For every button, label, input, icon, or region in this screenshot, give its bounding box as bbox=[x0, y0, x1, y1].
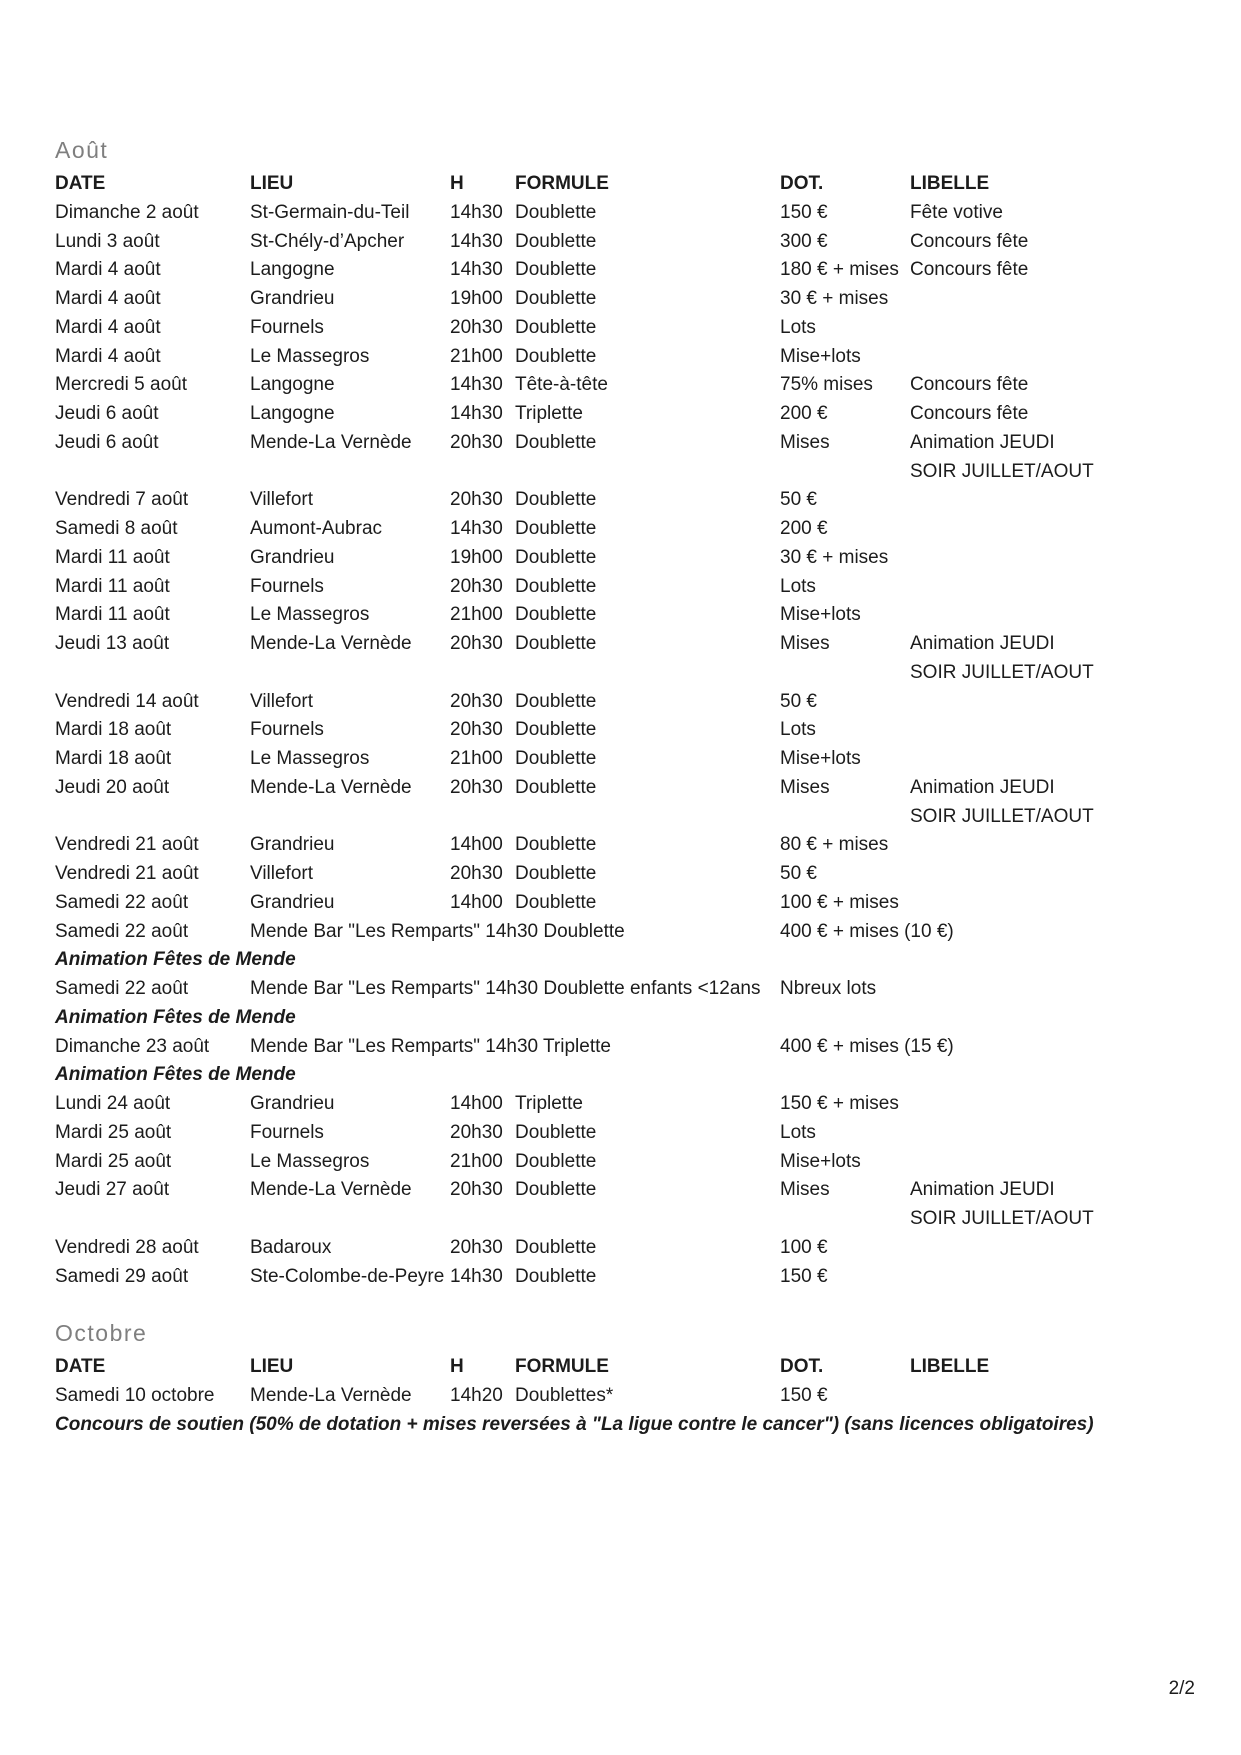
cell-heure bbox=[450, 803, 515, 832]
event-row bbox=[55, 400, 1201, 429]
cell-lieu: Mende-La Vernède bbox=[250, 1179, 412, 1201]
event-row bbox=[55, 1234, 1201, 1263]
cell-libelle bbox=[910, 975, 1201, 1004]
cell-heure: 20h30 bbox=[450, 690, 503, 712]
header-col-heure: H bbox=[450, 173, 464, 194]
cell-date: Jeudi 6 août bbox=[55, 403, 159, 424]
cell-libelle bbox=[910, 1263, 1201, 1292]
header-col-dotation: DOT. bbox=[780, 1356, 824, 1378]
event-row bbox=[55, 1119, 1201, 1148]
cell-date: Mardi 11 août bbox=[55, 604, 170, 626]
cell-dotation: 400 € + mises (15 €) bbox=[780, 1035, 954, 1057]
cell-lieu: Villefort bbox=[250, 863, 314, 884]
event-row bbox=[55, 716, 1201, 745]
cell-lieu: Villefort bbox=[250, 489, 314, 511]
cell-formule: Doublette bbox=[515, 230, 597, 252]
cell-date: Samedi 10 octobre bbox=[55, 1385, 215, 1406]
cell-libelle bbox=[910, 1119, 1201, 1148]
cell-date: Mardi 4 août bbox=[55, 345, 161, 367]
header-col-libelle: LIBELLE bbox=[910, 173, 990, 194]
event-row bbox=[55, 659, 1201, 688]
cell-date: Dimanche 2 août bbox=[55, 201, 199, 223]
cell-heure: 14h30 bbox=[450, 1265, 503, 1287]
event-row bbox=[55, 285, 1201, 314]
cell-formule: Triplette bbox=[515, 403, 583, 424]
cell-formule: Doublette bbox=[515, 345, 597, 367]
cell-lieu: St-Chély-d’Apcher bbox=[250, 230, 405, 252]
cell-heure: 19h00 bbox=[450, 546, 503, 568]
cell-libelle: Animation JEUDI bbox=[910, 1179, 1055, 1201]
event-row bbox=[55, 1176, 1201, 1205]
cell-libelle: Animation JEUDI bbox=[910, 776, 1055, 798]
cell-date: Vendredi 28 août bbox=[55, 1236, 199, 1258]
support-contest-footnote: Concours de soutien (50% de dotation + mises reversées à "La ligue contre le cancer") (sans licences obligatoires) bbox=[55, 1413, 1094, 1435]
events-table-august bbox=[55, 170, 1201, 1291]
cell-libelle bbox=[910, 486, 1201, 515]
cell-date: Jeudi 6 août bbox=[55, 431, 159, 453]
event-row bbox=[55, 371, 1201, 400]
cell-libelle: SOIR JUILLET/AOUT bbox=[910, 805, 1094, 827]
event-row bbox=[55, 544, 1201, 573]
cell-libelle bbox=[910, 1382, 1201, 1411]
cell-heure: 14h30 bbox=[450, 518, 503, 539]
cell-libelle bbox=[910, 1148, 1201, 1177]
cell-formule: Doublette bbox=[515, 719, 597, 741]
event-row bbox=[55, 429, 1201, 458]
annotation-row bbox=[55, 1061, 1201, 1090]
cell-heure: 14h30 bbox=[450, 230, 503, 252]
annotation-text: Animation Fêtes de Mende bbox=[55, 1064, 296, 1086]
cell-lieu: Fournels bbox=[250, 316, 324, 338]
event-row bbox=[55, 228, 1201, 257]
cell-dotation: Mise+lots bbox=[780, 748, 861, 769]
cell-lieu bbox=[250, 458, 450, 487]
cell-dotation: Mises bbox=[780, 633, 830, 654]
cell-date bbox=[55, 458, 250, 487]
event-row bbox=[55, 601, 1201, 630]
cell-formule bbox=[515, 1205, 780, 1234]
cell-lieu: St-Germain-du-Teil bbox=[250, 201, 410, 223]
cell-formule: Doublette bbox=[515, 633, 597, 654]
cell-dotation bbox=[780, 803, 910, 832]
header-col-date: DATE bbox=[55, 173, 106, 194]
cell-libelle: Animation JEUDI bbox=[910, 431, 1055, 453]
cell-formule: Doublettes* bbox=[515, 1385, 614, 1406]
cell-lieu: Fournels bbox=[250, 1121, 324, 1143]
cell-heure: 21h00 bbox=[450, 604, 503, 626]
event-row bbox=[55, 1205, 1201, 1234]
cell-lieu: Le Massegros bbox=[250, 748, 370, 769]
section-title-august: Août bbox=[55, 137, 109, 163]
cell-libelle bbox=[910, 314, 1201, 343]
cell-libelle: Concours fête bbox=[910, 259, 1029, 281]
cell-date: Mardi 25 août bbox=[55, 1150, 172, 1172]
cell-formule: Doublette bbox=[515, 604, 597, 626]
cell-formule bbox=[515, 803, 780, 832]
cell-heure: 20h30 bbox=[450, 776, 503, 798]
event-row bbox=[55, 458, 1201, 487]
event-row bbox=[55, 774, 1201, 803]
cell-heure: 21h00 bbox=[450, 1150, 503, 1172]
cell-lieu: Langogne bbox=[250, 259, 335, 281]
cell-date: Lundi 24 août bbox=[55, 1093, 171, 1114]
cell-dotation: 150 € bbox=[780, 1385, 828, 1406]
event-row bbox=[55, 1263, 1201, 1292]
cell-date: Lundi 3 août bbox=[55, 230, 160, 252]
cell-heure: 20h30 bbox=[450, 1236, 503, 1258]
cell-libelle: Concours fête bbox=[910, 374, 1029, 396]
header-col-formule: FORMULE bbox=[515, 1356, 609, 1378]
cell-formule: Triplette bbox=[515, 1093, 583, 1114]
cell-formule: Tête-à-tête bbox=[515, 374, 608, 396]
cell-lieu: Langogne bbox=[250, 374, 335, 396]
event-row bbox=[55, 803, 1201, 832]
cell-dotation: 150 € + mises bbox=[780, 1093, 899, 1114]
cell-dotation: Mises bbox=[780, 431, 830, 453]
cell-formule bbox=[515, 659, 780, 688]
cell-lieu: Grandrieu bbox=[250, 834, 335, 856]
cell-dotation: 150 € bbox=[780, 1265, 828, 1287]
cell-heure: 20h30 bbox=[450, 316, 503, 338]
cell-lieu: Le Massegros bbox=[250, 345, 370, 367]
cell-date: Dimanche 23 août bbox=[55, 1035, 210, 1057]
cell-heure bbox=[450, 659, 515, 688]
cell-libelle bbox=[910, 1090, 1201, 1119]
event-row bbox=[55, 314, 1201, 343]
cell-dotation bbox=[780, 659, 910, 688]
cell-lieu: Langogne bbox=[250, 403, 335, 424]
header-col-lieu: LIEU bbox=[250, 173, 294, 194]
cell-formule: Doublette bbox=[515, 748, 597, 769]
event-row bbox=[55, 975, 1201, 1004]
cell-dotation: Lots bbox=[780, 719, 816, 741]
cell-formule: Doublette bbox=[515, 891, 597, 913]
cell-libelle bbox=[910, 688, 1201, 717]
cell-dotation bbox=[780, 1205, 910, 1234]
cell-lieu: Mende-La Vernède bbox=[250, 431, 412, 453]
cell-libelle bbox=[910, 515, 1201, 544]
cell-heure bbox=[450, 1205, 515, 1234]
cell-dotation: Mise+lots bbox=[780, 604, 861, 626]
events-table-october bbox=[55, 1353, 1201, 1411]
cell-libelle: SOIR JUILLET/AOUT bbox=[910, 460, 1094, 482]
cell-date: Jeudi 13 août bbox=[55, 633, 170, 654]
cell-dotation: Lots bbox=[780, 1121, 816, 1143]
cell-date: Mardi 25 août bbox=[55, 1121, 172, 1143]
cell-date bbox=[55, 1205, 250, 1234]
event-row bbox=[55, 1148, 1201, 1177]
event-row bbox=[55, 1382, 1201, 1411]
section-title-october: Octobre bbox=[55, 1320, 148, 1347]
cell-lieu: Le Massegros bbox=[250, 604, 370, 626]
header-col-libelle: LIBELLE bbox=[910, 1356, 990, 1378]
event-row bbox=[55, 343, 1201, 372]
cell-lieu-merged: Mende Bar "Les Remparts" 14h30 Doublette enfants <12ans bbox=[250, 978, 761, 999]
cell-libelle bbox=[910, 831, 1201, 860]
cell-formule: Doublette bbox=[515, 776, 597, 798]
page-content bbox=[55, 137, 1201, 1440]
cell-formule: Doublette bbox=[515, 1150, 597, 1172]
cell-heure bbox=[450, 458, 515, 487]
header-col-date: DATE bbox=[55, 1356, 106, 1378]
cell-libelle bbox=[910, 889, 1201, 918]
event-row bbox=[55, 688, 1201, 717]
section-october bbox=[55, 1320, 1201, 1439]
cell-libelle bbox=[910, 544, 1201, 573]
cell-dotation: 50 € bbox=[780, 690, 817, 712]
header-col-formule: FORMULE bbox=[515, 173, 609, 194]
event-row bbox=[55, 1033, 1201, 1062]
cell-lieu: Grandrieu bbox=[250, 546, 335, 568]
cell-date: Vendredi 21 août bbox=[55, 863, 199, 884]
cell-heure: 20h30 bbox=[450, 633, 503, 654]
cell-heure: 14h30 bbox=[450, 201, 503, 223]
cell-dotation: Mise+lots bbox=[780, 345, 861, 367]
cell-libelle bbox=[910, 343, 1201, 372]
cell-lieu: Grandrieu bbox=[250, 891, 335, 913]
cell-dotation: 150 € bbox=[780, 201, 828, 223]
cell-lieu: Mende-La Vernède bbox=[250, 633, 412, 654]
cell-lieu: Fournels bbox=[250, 719, 324, 741]
cell-libelle bbox=[910, 860, 1201, 889]
cell-dotation: Mises bbox=[780, 1179, 830, 1201]
cell-date bbox=[55, 659, 250, 688]
cell-formule: Doublette bbox=[515, 834, 597, 856]
cell-lieu bbox=[250, 803, 450, 832]
cell-heure: 19h00 bbox=[450, 288, 503, 309]
cell-lieu: Grandrieu bbox=[250, 288, 335, 309]
annotation-text: Animation Fêtes de Mende bbox=[55, 949, 296, 971]
cell-date: Samedi 29 août bbox=[55, 1265, 189, 1287]
header-col-dotation: DOT. bbox=[780, 173, 824, 194]
cell-dotation: 180 € + mises bbox=[780, 259, 899, 281]
cell-formule: Doublette bbox=[515, 1265, 597, 1287]
cell-heure: 14h20 bbox=[450, 1385, 503, 1406]
cell-libelle bbox=[910, 1033, 1201, 1062]
event-row bbox=[55, 831, 1201, 860]
header-col-lieu: LIEU bbox=[250, 1356, 294, 1378]
cell-dotation: 400 € + mises (10 €) bbox=[780, 920, 954, 942]
cell-date: Mardi 4 août bbox=[55, 259, 161, 281]
cell-dotation: 200 € bbox=[780, 518, 828, 539]
cell-formule: Doublette bbox=[515, 316, 597, 338]
cell-date: Samedi 22 août bbox=[55, 891, 189, 913]
cell-formule: Doublette bbox=[515, 201, 597, 223]
cell-dotation: Lots bbox=[780, 575, 816, 597]
cell-dotation: 30 € + mises bbox=[780, 288, 889, 309]
cell-date: Samedi 22 août bbox=[55, 920, 189, 942]
cell-libelle bbox=[910, 918, 1201, 947]
cell-formule: Doublette bbox=[515, 259, 597, 281]
cell-date: Mardi 11 août bbox=[55, 546, 170, 568]
cell-heure: 14h30 bbox=[450, 374, 503, 396]
cell-heure: 20h30 bbox=[450, 431, 503, 453]
cell-heure: 14h30 bbox=[450, 259, 503, 281]
cell-libelle: SOIR JUILLET/AOUT bbox=[910, 1208, 1094, 1229]
cell-formule bbox=[515, 458, 780, 487]
cell-dotation: Mises bbox=[780, 776, 830, 798]
cell-dotation: Lots bbox=[780, 316, 816, 338]
cell-lieu: Fournels bbox=[250, 575, 324, 597]
cell-formule: Doublette bbox=[515, 1121, 597, 1143]
cell-heure: 20h30 bbox=[450, 489, 503, 511]
cell-lieu: Grandrieu bbox=[250, 1093, 335, 1114]
table-header-row bbox=[55, 1353, 1201, 1382]
event-row bbox=[55, 199, 1201, 228]
cell-formule: Doublette bbox=[515, 1179, 597, 1201]
cell-date: Mardi 18 août bbox=[55, 748, 172, 769]
cell-dotation: 100 € bbox=[780, 1236, 828, 1258]
cell-libelle bbox=[910, 1234, 1201, 1263]
cell-date: Vendredi 14 août bbox=[55, 690, 199, 712]
cell-heure: 14h00 bbox=[450, 834, 503, 856]
cell-date: Mardi 11 août bbox=[55, 575, 170, 597]
cell-heure: 20h30 bbox=[450, 719, 503, 741]
cell-lieu: Mende-La Vernède bbox=[250, 1385, 412, 1406]
cell-formule: Doublette bbox=[515, 546, 597, 568]
cell-heure: 21h00 bbox=[450, 748, 503, 769]
cell-date: Jeudi 27 août bbox=[55, 1179, 170, 1201]
cell-libelle bbox=[910, 573, 1201, 602]
cell-heure: 20h30 bbox=[450, 575, 503, 597]
cell-formule: Doublette bbox=[515, 863, 597, 884]
cell-lieu: Mende-La Vernède bbox=[250, 776, 412, 798]
cell-dotation: 50 € bbox=[780, 863, 817, 884]
cell-libelle: Fête votive bbox=[910, 201, 1003, 223]
page-number: 2/2 bbox=[1168, 1678, 1195, 1699]
cell-formule: Doublette bbox=[515, 575, 597, 597]
cell-lieu bbox=[250, 659, 450, 688]
cell-heure: 20h30 bbox=[450, 863, 503, 884]
cell-lieu: Aumont-Aubrac bbox=[250, 518, 383, 539]
event-row bbox=[55, 918, 1201, 947]
section-august bbox=[55, 137, 1201, 1291]
cell-heure: 14h00 bbox=[450, 1093, 503, 1114]
event-row bbox=[55, 860, 1201, 889]
cell-libelle: Concours fête bbox=[910, 403, 1029, 424]
event-row bbox=[55, 1090, 1201, 1119]
cell-lieu bbox=[250, 1205, 450, 1234]
cell-date: Vendredi 7 août bbox=[55, 489, 189, 511]
cell-date: Vendredi 21 août bbox=[55, 834, 199, 856]
cell-date: Mardi 4 août bbox=[55, 316, 161, 338]
event-row bbox=[55, 573, 1201, 602]
cell-lieu: Ste-Colombe-de-Peyre bbox=[250, 1265, 445, 1287]
cell-libelle: Concours fête bbox=[910, 230, 1029, 252]
annotation-row bbox=[55, 1004, 1201, 1033]
cell-date: Samedi 22 août bbox=[55, 978, 189, 999]
cell-date: Mardi 4 août bbox=[55, 288, 161, 309]
cell-libelle bbox=[910, 285, 1201, 314]
cell-dotation: Mise+lots bbox=[780, 1150, 861, 1172]
cell-dotation: 80 € + mises bbox=[780, 834, 889, 856]
cell-date: Jeudi 20 août bbox=[55, 776, 170, 798]
cell-dotation bbox=[780, 458, 910, 487]
cell-formule: Doublette bbox=[515, 489, 597, 511]
cell-heure: 14h30 bbox=[450, 403, 503, 424]
cell-dotation: 75% mises bbox=[780, 374, 873, 396]
cell-date: Mercredi 5 août bbox=[55, 374, 188, 396]
table-header-row bbox=[55, 170, 1201, 199]
cell-formule: Doublette bbox=[515, 431, 597, 453]
cell-libelle: Animation JEUDI bbox=[910, 633, 1055, 654]
cell-dotation: 30 € + mises bbox=[780, 546, 889, 568]
cell-dotation: Nbreux lots bbox=[780, 978, 877, 999]
header-col-heure: H bbox=[450, 1356, 464, 1378]
cell-dotation: 300 € bbox=[780, 230, 828, 252]
cell-date: Mardi 18 août bbox=[55, 719, 172, 741]
cell-heure: 21h00 bbox=[450, 345, 503, 367]
cell-libelle bbox=[910, 745, 1201, 774]
cell-formule: Doublette bbox=[515, 518, 597, 539]
cell-libelle bbox=[910, 716, 1201, 745]
cell-formule: Doublette bbox=[515, 288, 597, 309]
event-row bbox=[55, 515, 1201, 544]
event-row bbox=[55, 745, 1201, 774]
annotation-row bbox=[55, 946, 1201, 975]
event-row bbox=[55, 486, 1201, 515]
cell-heure: 14h00 bbox=[450, 891, 503, 913]
cell-formule: Doublette bbox=[515, 1236, 597, 1258]
event-row bbox=[55, 630, 1201, 659]
cell-lieu-merged: Mende Bar "Les Remparts" 14h30 Doublette bbox=[250, 920, 625, 942]
cell-heure: 20h30 bbox=[450, 1179, 503, 1201]
event-row bbox=[55, 889, 1201, 918]
cell-date bbox=[55, 803, 250, 832]
cell-date: Samedi 8 août bbox=[55, 518, 178, 539]
cell-lieu: Badaroux bbox=[250, 1236, 332, 1258]
cell-dotation: 100 € + mises bbox=[780, 891, 899, 913]
cell-heure: 20h30 bbox=[450, 1121, 503, 1143]
cell-lieu: Villefort bbox=[250, 690, 314, 712]
cell-lieu: Le Massegros bbox=[250, 1150, 370, 1172]
cell-lieu-merged: Mende Bar "Les Remparts" 14h30 Triplette bbox=[250, 1035, 611, 1057]
cell-dotation: 200 € bbox=[780, 403, 828, 424]
cell-formule: Doublette bbox=[515, 690, 597, 712]
cell-libelle: SOIR JUILLET/AOUT bbox=[910, 661, 1094, 683]
cell-libelle bbox=[910, 601, 1201, 630]
annotation-text: Animation Fêtes de Mende bbox=[55, 1006, 296, 1028]
event-row bbox=[55, 256, 1201, 285]
cell-dotation: 50 € bbox=[780, 489, 817, 511]
